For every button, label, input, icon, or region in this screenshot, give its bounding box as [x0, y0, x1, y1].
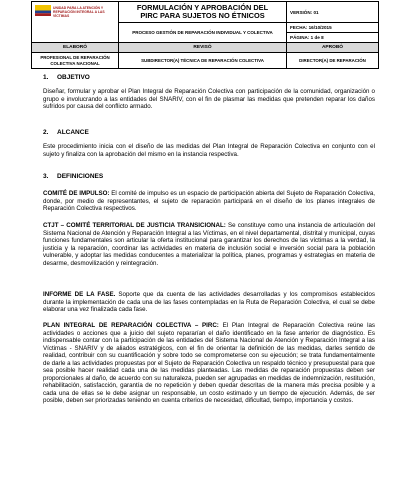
section-heading-objetivo: [43, 74, 90, 82]
section-title: OBJETIVO: [57, 74, 90, 81]
definition-text: Soporte que da cuenta de las actividades desarrolladas y los compromisos establecidos durante la implementación de cada una de las fases contempladas en la Ruta de Reparación Colectiva, el cual se debe elaborar una vez finalizada cada fase.: [43, 291, 375, 313]
definition-pirc: [43, 322, 375, 405]
definition-text: El comité de impulso es un espacio de participación abierta del Sujeto de Reparación Colectiva, donde, por medio de representantes, el sujeto de reparación participará en el diseño de los planes integrales de Reparación Colectiva respectivos.: [43, 190, 375, 212]
elaboro-value: PROFESIONAL DE REPARACIÓN COLECTIVA NACIONAL: [32, 53, 119, 69]
definition-text: Se constituye como una instancia de articulación del Sistema Nacional de Atención y Reparación Integral a las Víctimas, en el nivel departamental, distrital y municipal, cuyas funciones fundamentales son articular la oferta institucional para garantizar los derechos de las víctimas a la verdad, la justicia y la reparación, coordinar las actividades en materia de inclusión social e inversión social para la población vulnerable, y adoptar las medidas conducentes a materializar la política, planes, programas y estrategias en materia de desarme, desmovilización y reintegración.: [43, 222, 375, 267]
section-heading-definiciones: [43, 173, 103, 181]
section-title: ALCANCE: [57, 129, 89, 136]
section-number: 2.: [43, 129, 49, 136]
title-line-1: FORMULACIÓN Y APROBACIÓN DEL: [136, 2, 269, 12]
role-elaboro: ELABORÓ: [32, 43, 119, 53]
definition-term: CTJT – COMITÉ TERRITORIAL DE JUSTICIA TRANSICIONAL:: [43, 222, 226, 229]
objetivo-paragraph: Diseñar, formular y aprobar el Plan Integral de Reparación Colectiva con participación de la comunidad, organización o grupo e involucrando a las entidades del SNARIV, con el fin de plasmar las medidas que pretenden reparar los daños sufridos por causa del conflicto armado.: [43, 88, 375, 110]
definition-comite-impulso: [43, 190, 375, 213]
section-number: 3.: [43, 173, 49, 180]
logo-cell: [32, 2, 119, 43]
colombia-flag-logo-icon: [35, 5, 51, 16]
version-label: VERSIÓN: 01: [287, 2, 379, 23]
logo-caption: UNIDAD PARA LA ATENCIÓN Y REPARACIÓN INTEGRAL A LAS VÍCTIMAS: [53, 6, 105, 18]
definition-ctjt: [43, 222, 375, 267]
role-aprobo: APROBÓ: [287, 43, 379, 53]
date-label: FECHA: 16/10/2015: [287, 23, 379, 33]
document-header: [31, 1, 379, 69]
definition-term: PLAN INTEGRAL DE REPARACIÓN COLECTIVA – PIRC:: [43, 322, 219, 329]
page-number: PÁGINA: 1 de 8: [287, 33, 379, 43]
section-number: 1.: [43, 74, 49, 81]
definition-term: INFORME DE LA FASE.: [43, 291, 116, 298]
section-heading-alcance: [43, 129, 89, 137]
aprobo-value: DIRECTOR(A) DE REPARACIÓN: [287, 53, 379, 69]
definition-informe-fase: [43, 291, 375, 314]
title-line-2: PIRC PARA SUJETOS NO ÉTNICOS: [140, 11, 265, 20]
process-name: PROCESO GESTIÓN DE REPARACIÓN INDIVIDUAL Y COLECTIVA: [119, 23, 287, 43]
role-reviso: REVISÓ: [119, 43, 287, 53]
definition-text: El Plan Integral de Reparación Colectiva reúne las actividades o acciones que a juicio del sujeto repararían el daño identificado en la fase anterior de diagnóstico. Es indispensable contar con la participación de las entidades del Sistema Nacional de Atención y Reparación Integral a las Víctimas - SNARIV y de aliados estratégicos, con el fin de orientar la definición de las medidas, darles sentido de realidad, contribuir con su cuantificación y sobre todo se comprometerse con su ejecución; se trata fundamentalmente de darle a las actividades propuestas por el Sujeto de Reparación Colectiva un respaldo técnico y presupuestal para que sea posible hacer realidad cada una de las medidas planteadas. Las medidas de reparación propuestas deben ser proporcionales al daño, de acuerdo con su naturaleza, pueden ser agrupadas en medidas de indemnización, restitución, rehabilitación, satisfacción, garantía de no repetición y deben quedar descritas de la manera más precisa posible y a cada una de ellas se le debe asignar un responsable, un costo estimado y un tiempo de ejecución. Además, de ser posible, deben ser priorizadas teniendo en cuenta criterios de necesidad, dificultad, tiempo, importancia y costos.: [43, 322, 375, 404]
definition-term: COMITÉ DE IMPULSO:: [43, 190, 110, 197]
alcance-paragraph: Este procedimiento inicia con el diseño de las medidas del Plan Integral de Reparación Colectiva en conjunto con el sujeto y finaliza con la aprobación del mismo en la instancia respectiva.: [43, 143, 375, 158]
section-title: DEFINICIONES: [57, 173, 104, 180]
document-title: [119, 2, 287, 23]
reviso-value: SUBDIRECTOR(A) TÉCNICA DE REPARACIÓN COLECTIVA: [119, 53, 287, 69]
